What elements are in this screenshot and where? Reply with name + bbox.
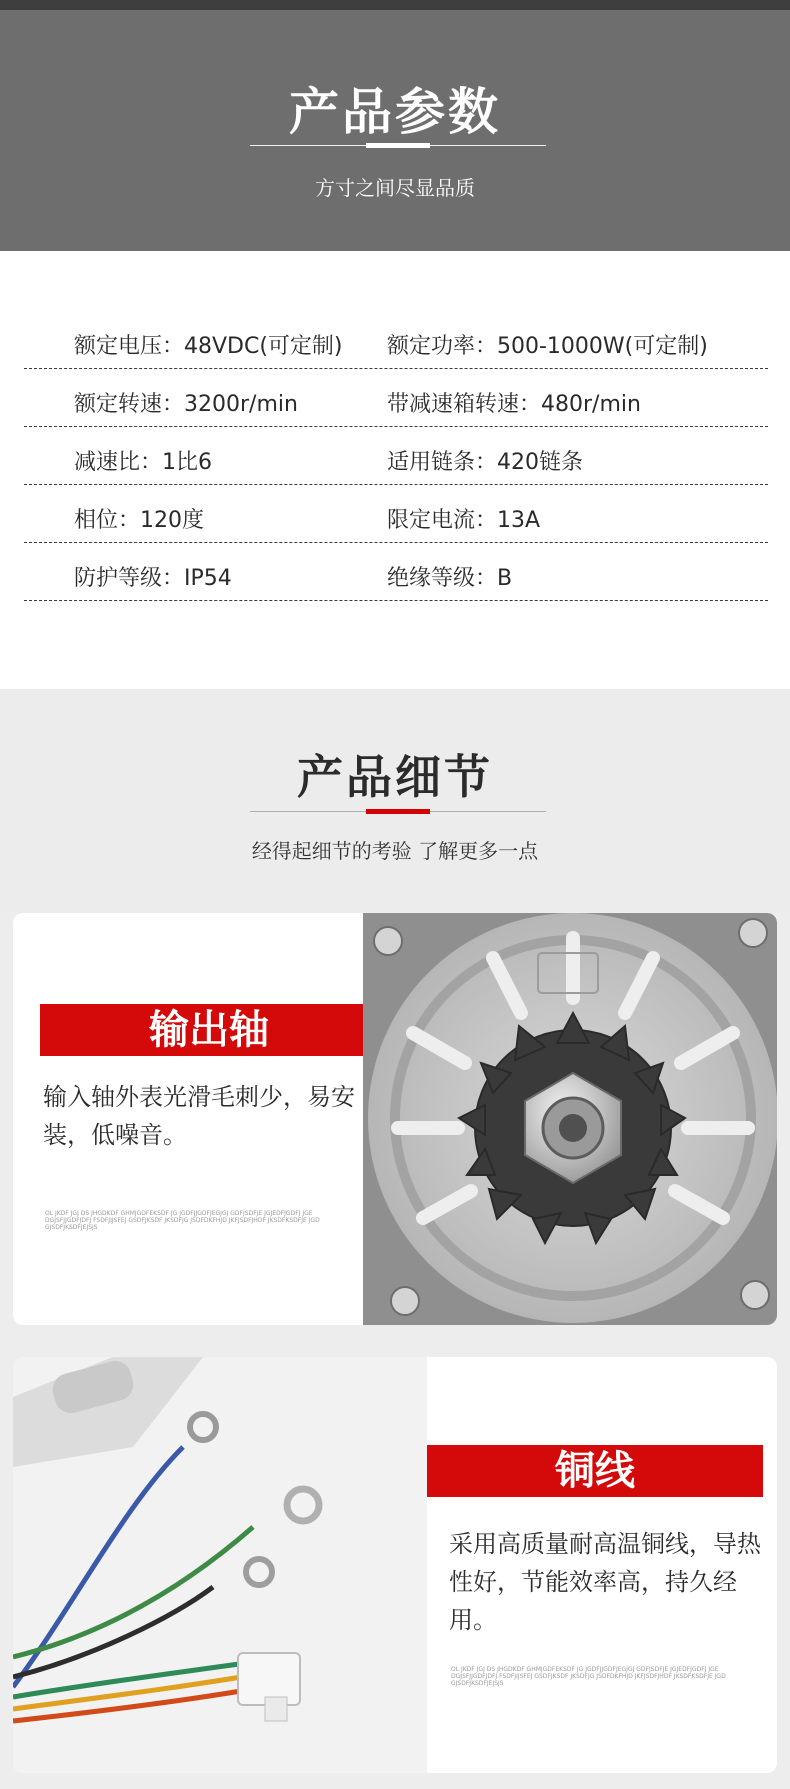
output-shaft-label: 输出轴: [40, 1004, 378, 1056]
params-title: 产品参数: [289, 83, 501, 141]
copper-wire-description: 采用高质量耐高温铜线，导热性好，节能效率高，持久经用。: [449, 1530, 761, 1634]
param-rated-power: 额定功率：500-1000W(可定制): [387, 334, 708, 359]
param-row: [24, 427, 768, 485]
details-header: [0, 689, 790, 911]
wire-harness-photo: [13, 1357, 427, 1773]
param-phase: 相位：120度: [74, 508, 204, 533]
params-subtitle: 方寸之间尽显品质: [315, 176, 475, 200]
decorative-fine-print: OL JKDF JGJ DS JHGDKDF GHMJGDFEKSDF JG JGDFJJGDFJEGJGJ GDFJSDFJE JGJEDFJGDFJ JGE DGJSFJJGDFJDFJ FSDFJIJSFEJ GSDFJKSDF JKSDFJG JSDFDKFHJD JKFJSDFJHDF JKSDFKSDFJE JGD GJSDFJKSDFJEJSJS: [451, 1666, 726, 1687]
param-row: [24, 543, 768, 601]
details-subtitle: 经得起细节的考验 了解更多一点: [251, 839, 539, 863]
details-title: 产品细节: [297, 750, 493, 804]
detail-card-output-shaft: [13, 913, 777, 1325]
detail-card-copper-wire: [13, 1357, 777, 1773]
top-strip: [0, 0, 790, 10]
param-row: [24, 369, 768, 427]
param-rated-speed: 额定转速：3200r/min: [74, 392, 298, 417]
params-header: [0, 10, 790, 251]
output-shaft-description: 输入轴外表光滑毛刺少，易安装，低噪音。: [43, 1083, 355, 1149]
title-divider-accent: [366, 143, 430, 148]
copper-wire-label: 铜线: [427, 1445, 763, 1497]
decorative-fine-print: OL JKDF JGJ DS JHGDKDF GHMJGDFEKSDF JG JGDFJJGDFJEGJGJ GDFJSDFJE JGJEDFJGDFJ JGE DGJSFJJGDFJDFJ FSDFJIJSFEJ GSDFJKSDF JKSDFJG JSDFDKFHJD JKFJSDFJHDF JKSDFKSDFJE JGD GJSDFJKSDFJEJSJS: [45, 1210, 320, 1231]
sprocket-motor-photo: [363, 913, 777, 1325]
param-gearbox-speed: 带减速箱转速：480r/min: [387, 392, 641, 417]
param-row: [24, 311, 768, 369]
param-row: [24, 485, 768, 543]
param-insulation-class: 绝缘等级：B: [387, 566, 513, 591]
details-divider-accent: [366, 809, 430, 814]
param-current-limit: 限定电流：13A: [387, 508, 541, 533]
param-protection-class: 防护等级：IP54: [74, 566, 232, 591]
param-chain: 适用链条：420链条: [387, 450, 583, 475]
param-reduction-ratio: 减速比：1比6: [74, 450, 212, 475]
params-table: [0, 251, 790, 689]
param-rated-voltage: 额定电压：48VDC(可定制): [74, 334, 343, 359]
